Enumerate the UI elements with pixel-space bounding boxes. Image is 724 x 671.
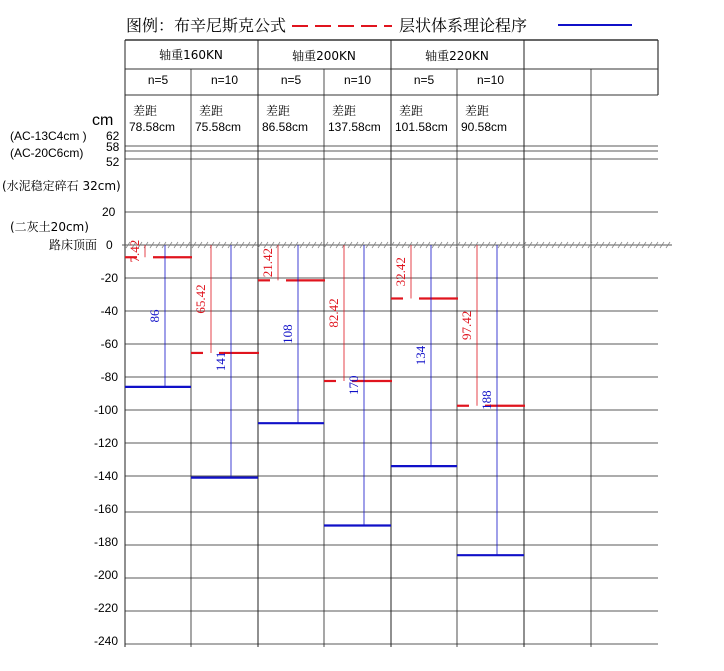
layer-value: 58 <box>106 140 120 154</box>
y-tick-label: -160 <box>93 502 118 516</box>
group-label: 轴重220KN <box>425 49 489 63</box>
n-label: n=10 <box>343 73 372 87</box>
n-label: n=10 <box>476 73 505 87</box>
y-tick-label: -120 <box>93 436 118 450</box>
y-tick-label: -20 <box>100 271 118 285</box>
layer-label: (水泥稳定碎石 32cm) <box>2 179 121 193</box>
gap-value: 101.58cm <box>395 120 448 134</box>
group-label: 轴重160KN <box>159 48 223 62</box>
y-tick-label: -240 <box>93 634 118 648</box>
layered-value-label: 141 <box>213 351 228 372</box>
n-label: n=5 <box>413 73 435 87</box>
layered-value-label: 108 <box>280 324 295 344</box>
gap-value: 137.58cm <box>328 120 381 134</box>
y-tick-label: -200 <box>93 568 118 582</box>
legend-item-2: 层状体系理论程序 <box>399 16 528 35</box>
gap-label: 差距 <box>266 104 291 118</box>
gap-value: 86.58cm <box>262 120 309 134</box>
group-label: 轴重200KN <box>292 49 356 63</box>
y-tick-label: -100 <box>93 403 118 417</box>
gap-value: 75.58cm <box>195 120 242 134</box>
gap-value: 90.58cm <box>461 120 508 134</box>
layer-label: (二灰土20cm) <box>10 220 89 234</box>
boussinesq-value-label: 32.42 <box>393 257 408 287</box>
boussinesq-value-label: 65.42 <box>193 284 208 314</box>
chart-marks <box>125 240 525 555</box>
layer-value: 0 <box>106 238 113 252</box>
layer-label: (AC-13C4cm ) <box>10 129 87 143</box>
boussinesq-value-label: 21.42 <box>260 248 275 278</box>
boussinesq-value-label: 97.42 <box>459 310 474 340</box>
unit-label: cm <box>92 112 114 129</box>
layer-label: (AC-20C6cm) <box>10 146 84 160</box>
layer-value: 20 <box>102 205 116 219</box>
y-tick-label: -40 <box>100 304 118 318</box>
layered-value-label: 134 <box>413 345 428 366</box>
gap-label: 差距 <box>133 104 158 118</box>
layer-value: 62 <box>106 129 120 143</box>
boussinesq-value-label: 82.42 <box>326 298 341 328</box>
y-tick-label: -180 <box>93 535 118 549</box>
y-tick-label: -220 <box>93 601 118 615</box>
layered-value-label: 170 <box>346 375 361 395</box>
y-ticks <box>94 271 118 648</box>
layer-label: 路床顶面 <box>49 238 98 252</box>
y-tick-label: -60 <box>100 337 118 351</box>
ground-surface <box>122 242 672 248</box>
layered-value-label: 188 <box>479 390 494 410</box>
legend-title: 图例：布辛尼斯克公式 <box>126 16 287 35</box>
gap-label: 差距 <box>465 104 490 118</box>
gap-label: 差距 <box>199 104 224 118</box>
gap-value: 78.58cm <box>129 120 176 134</box>
gap-label: 差距 <box>399 104 424 118</box>
n-label: n=5 <box>147 73 169 87</box>
n-label: n=10 <box>210 73 239 87</box>
boussinesq-value-label: 7.42 <box>127 239 142 263</box>
layered-value-label: 86 <box>147 309 162 323</box>
left-axis <box>2 112 121 252</box>
y-tick-label: -140 <box>93 469 118 483</box>
layer-value: 52 <box>106 155 120 169</box>
n-label: n=5 <box>280 73 302 87</box>
gap-label: 差距 <box>332 104 357 118</box>
y-tick-label: -80 <box>100 370 118 384</box>
